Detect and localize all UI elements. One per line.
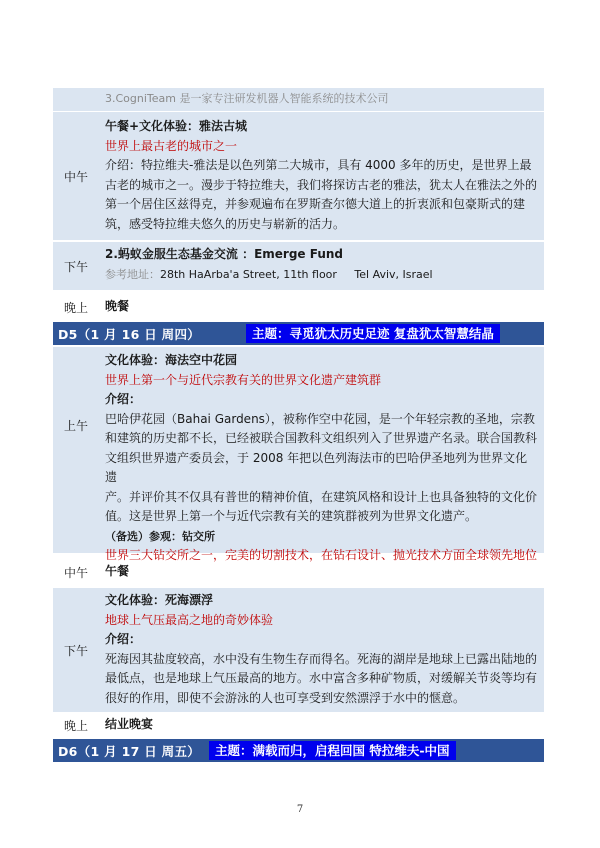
noon-intro-line-2: 古老的城市之一。漫步于特拉维夫，我们将探访古老的雅法，犹太人在雅法之外的 [105,177,538,192]
afternoon-title: 2.蚂蚁金服生态基金交流 ：Emerge Fund [105,247,344,261]
day6-header [53,739,544,762]
day5-morning-time: 上午 [63,419,88,433]
day5-morning-block [53,347,544,562]
day5-afternoon-time: 下午 [63,644,88,658]
day6-theme: 主题：满载而归，启程回国 特拉维夫-中国 [209,741,456,760]
day5-afternoon-block [53,588,544,712]
day5-afternoon-subtitle: 地球上气压最高之地的奇妙体验 [105,612,274,627]
evening-time: 晚上 [63,301,88,315]
day5-morning-subtitle: 世界上第一个与近代宗教有关的世界文化遗产建筑群 [105,372,382,387]
day6-label: D6（1 月 17 日 周五） [58,744,201,759]
noon-intro-line-3: 第一个居住区兹得克，并参观遍布在罗斯查尔德大道上的折衷派和包豪斯式的建 [105,197,526,211]
day5-noon-block [53,560,544,584]
day5-morning-body-1: 巴哈伊花园（Bahai Gardens），被称作空中花园，是一个年轻宗教的圣地，宗教 [105,411,535,426]
noon-intro-line-1: 介绍：特拉维夫-雅法是以色列第二大城市，具有 4000 多年的历史，是世界上最 [105,158,532,172]
day5-afternoon-title: 文化体验：死海漂浮 [105,593,214,607]
day5-morning-body-5: 值。这是世界上第一个与近代宗教有关的建筑群被列为世界文化遗产。 [105,509,478,523]
day5-afternoon-body-2: 最低点，也是地球上气压最高的地方。水中富含多种矿物质，对缓解关节炎等均有 [105,671,538,685]
day5-morning-intro-label: 介绍： [105,392,142,406]
afternoon-time: 下午 [63,260,88,274]
top-note-row [53,88,544,111]
day5-noon-time: 中午 [63,566,88,580]
top-note-text: 3.CogniTeam 是一家专注研发机器人智能系统的技术公司 [105,92,389,105]
address-label: 参考地址： [105,267,160,281]
day5-morning-body-4: 产。并评价其不仅具有普世的精神价值，在建筑风格和设计上也具备独特的文化价 [105,489,538,504]
afternoon-block [53,242,544,290]
noon-title: 午餐+文化体验：雅法古城 [105,119,248,133]
page-number: 7 [296,804,304,815]
day5-optional: （备选）参观：钻交所 [105,529,215,543]
day5-evening-title: 结业晚宴 [105,717,154,731]
day5-morning-title: 文化体验：海法空中花园 [105,353,238,367]
day5-label: D5（1 月 16 日 周四） [58,327,201,342]
noon-block [53,112,544,240]
noon-time: 中午 [63,170,88,184]
day5-afternoon-body-1: 死海因其盐度较高，水中没有生物生存而得名。死海的湖岸是地球上已露出陆地的 [105,651,538,666]
day5-evening-block [53,713,544,737]
day5-theme: 主题：寻觅犹太历史足迹 复盘犹太智慧结晶 [246,324,500,343]
day5-optional-desc: 世界三大钻交所之一，完美的切割技术，在钻石设计、抛光技术方面全球领先地位 [105,548,538,562]
noon-subtitle: 世界上最古老的城市之一 [105,138,238,153]
address-text: 28th HaArba'a Street, 11th floor Tel Aviv, Israel [160,267,433,281]
noon-intro-line-4: 筑，感受特拉维夫悠久的历史与崭新的活力。 [105,216,346,231]
evening-title: 晚餐 [105,299,130,313]
day5-noon-title: 午餐 [105,564,130,578]
day5-header [53,322,544,345]
day5-afternoon-intro-label: 介绍： [105,632,142,646]
day5-evening-time: 晚上 [63,719,88,733]
day5-morning-body-2: 和建筑的历史都不长，已经被联合国教科文组织列入了世界遗产名录。联合国教科 [105,431,538,445]
day5-morning-body-3: 文组织世界遗产委员会，于 2008 年把以色列海法市的巴哈伊圣地列为世界文化遗 [105,450,528,484]
day5-afternoon-body-3: 很好的作用，即使不会游泳的人也可享受到安然漂浮于水中的惬意。 [105,690,466,705]
evening-block [53,294,544,320]
